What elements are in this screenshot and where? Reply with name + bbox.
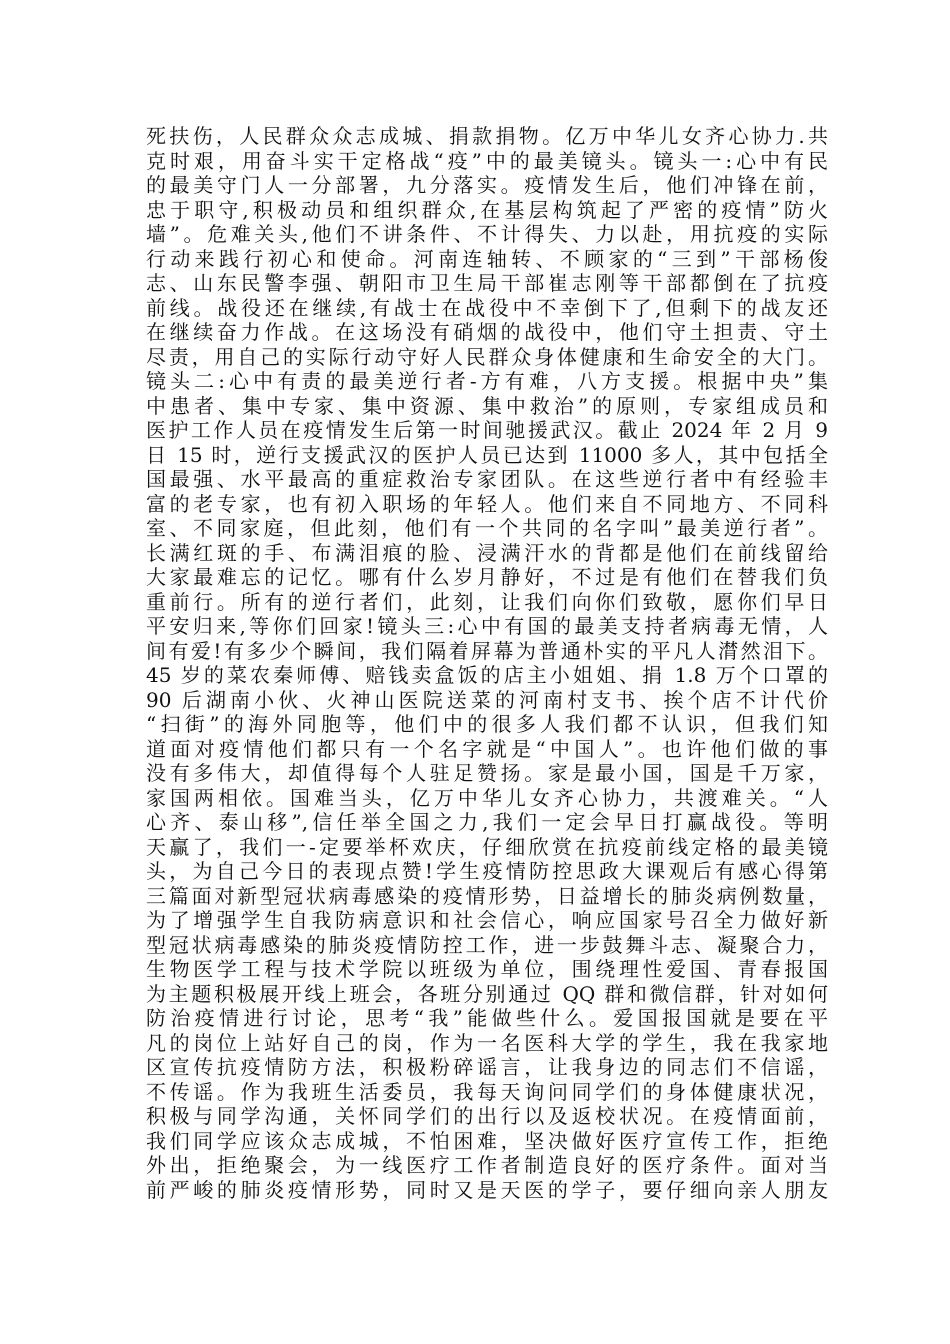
text-line: 日 15 时，逆行支援武汉的医护人员已达到 11000 多人，其中包括全 bbox=[146, 442, 828, 467]
text-line: 墙”。危难关头,他们不讲条件、不计得失、力以赴，用抗疫的实际 bbox=[146, 222, 828, 246]
text-line: 的最美守门人一分部署，九分落实。疫情发生后，他们冲锋在前， bbox=[146, 173, 828, 197]
text-line: 家国两相依。国难当头，亿万中华儿女齐心协力，共渡难关。“人 bbox=[146, 785, 828, 810]
text-line: 积极与同学沟通，关怀同学们的出行以及返校状况。在疫情面前， bbox=[146, 1104, 828, 1128]
text-line: 我们同学应该众志成城，不怕困难，坚决做好医疗宣传工作，拒绝 bbox=[146, 1128, 828, 1153]
text-line: 重前行。所有的逆行者们，此刻，让我们向你们致敬，愿你们早日 bbox=[146, 589, 828, 614]
text-line: 忠于职守,积极动员和组织群众,在基层构筑起了严密的疫情”防火 bbox=[146, 197, 828, 222]
text-line: 室、不同家庭，但此刻，他们有一个共同的名字叫”最美逆行者”。 bbox=[146, 516, 828, 540]
text-line: 生物医学工程与技术学院以班级为单位，围绕理性爱国、青春报国 bbox=[146, 957, 828, 981]
text-line: 45 岁的菜农秦师傅、赔钱卖盒饭的店主小姐姐、捐 1.8 万个口罩的 bbox=[146, 663, 828, 687]
text-line: 尽责，用自己的实际行动守好人民群众身体健康和生命安全的大门。 bbox=[146, 344, 828, 369]
body-text bbox=[146, 124, 828, 1202]
text-line: 不传谣。作为我班生活委员，我每天询问同学们的身体健康状况， bbox=[146, 1079, 828, 1104]
text-line: 心齐、泰山移”,信任举全国之力,我们一定会早日打赢战役。等明 bbox=[146, 810, 828, 834]
text-line: 平安归来,等你们回家!镜头三:心中有国的最美支持者病毒无情，人 bbox=[146, 614, 828, 638]
text-line: 中患者、集中专家、集中资源、集中救治”的原则，专家组成员和 bbox=[146, 393, 828, 418]
text-line: 间有爱!有多少个瞬间，我们隔着屏幕为普通朴实的平凡人潸然泪下。 bbox=[146, 638, 828, 663]
text-line: 凡的岗位上站好自己的岗，作为一名医科大学的学生，我在我家地 bbox=[146, 1030, 828, 1055]
text-line: 大家最难忘的记忆。哪有什么岁月静好，不过是有他们在替我们负 bbox=[146, 565, 828, 589]
text-line: 天赢了，我们一-定要举杯欢庆，仔细欣赏在抗疫前线定格的最美镜 bbox=[146, 834, 828, 859]
text-line: 前线。战役还在继续,有战士在战役中不幸倒下了,但剩下的战友还 bbox=[146, 295, 828, 320]
text-line: 志、山东民警李强、朝阳市卫生局干部崔志刚等干部都倒在了抗疫 bbox=[146, 271, 828, 295]
text-line: “扫街”的海外同胞等，他们中的很多人我们都不认识，但我们知 bbox=[146, 712, 828, 736]
text-line: 前严峻的肺炎疫情形势，同时又是天医的学子，要仔细向亲人朋友 bbox=[146, 1177, 828, 1202]
text-line: 为主题积极展开线上班会，各班分别通过 QQ 群和微信群，针对如何 bbox=[146, 981, 828, 1006]
text-line: 为了增强学生自我防病意识和社会信心，响应国家号召全力做好新 bbox=[146, 908, 828, 932]
text-line: 外出，拒绝聚会，为一线医疗工作者制造良好的医疗条件。面对当 bbox=[146, 1153, 828, 1177]
text-line: 国最强、水平最高的重症救治专家团队。在这些逆行者中有经验丰 bbox=[146, 467, 828, 491]
text-line: 型冠状病毒感染的肺炎疫情防控工作，进一步鼓舞斗志、凝聚合力， bbox=[146, 932, 828, 957]
text-line: 道面对疫情他们都只有一个名字就是“中国人”。也许他们做的事 bbox=[146, 736, 828, 761]
text-line: 克时艰，用奋斗实干定格战“疫”中的最美镜头。镜头一:心中有民 bbox=[146, 148, 828, 173]
text-line: 区宣传抗疫情防方法，积极粉碎谣言，让我身边的同志们不信谣， bbox=[146, 1055, 828, 1079]
text-line: 死扶伤，人民群众众志成城、捐款捐物。亿万中华儿女齐心协力.共 bbox=[146, 124, 828, 148]
text-line: 富的老专家，也有初入职场的年轻人。他们来自不同地方、不同科 bbox=[146, 491, 828, 516]
text-line: 防治疫情进行讨论，思考“我”能做些什么。爱国报国就是要在平 bbox=[146, 1006, 828, 1030]
text-line: 三篇面对新型冠状病毒感染的疫情形势，日益增长的肺炎病例数量， bbox=[146, 883, 828, 908]
text-line: 没有多伟大，却值得每个人驻足赞扬。家是最小国，国是千万家， bbox=[146, 761, 828, 785]
text-line: 医护工作人员在疫情发生后第一时间驰援武汉。截止 2024 年 2 月 9 bbox=[146, 418, 828, 442]
text-line: 长满红斑的手、布满泪痕的脸、浸满汗水的背都是他们在前线留给 bbox=[146, 540, 828, 565]
text-line: 行动来践行初心和使命。河南连轴转、不顾家的“三到”干部杨俊 bbox=[146, 246, 828, 271]
text-line: 90 后湖南小伙、火神山医院送菜的河南村支书、挨个店不计代价 bbox=[146, 687, 828, 712]
text-line: 在继续奋力作战。在这场没有硝烟的战役中，他们守土担责、守土 bbox=[146, 320, 828, 344]
text-line: 镜头二:心中有责的最美逆行者-方有难，八方支援。根据中央”集 bbox=[146, 369, 828, 393]
text-line: 头，为自己今日的表现点赞!学生疫情防控思政大课观后有感心得第 bbox=[146, 859, 828, 883]
